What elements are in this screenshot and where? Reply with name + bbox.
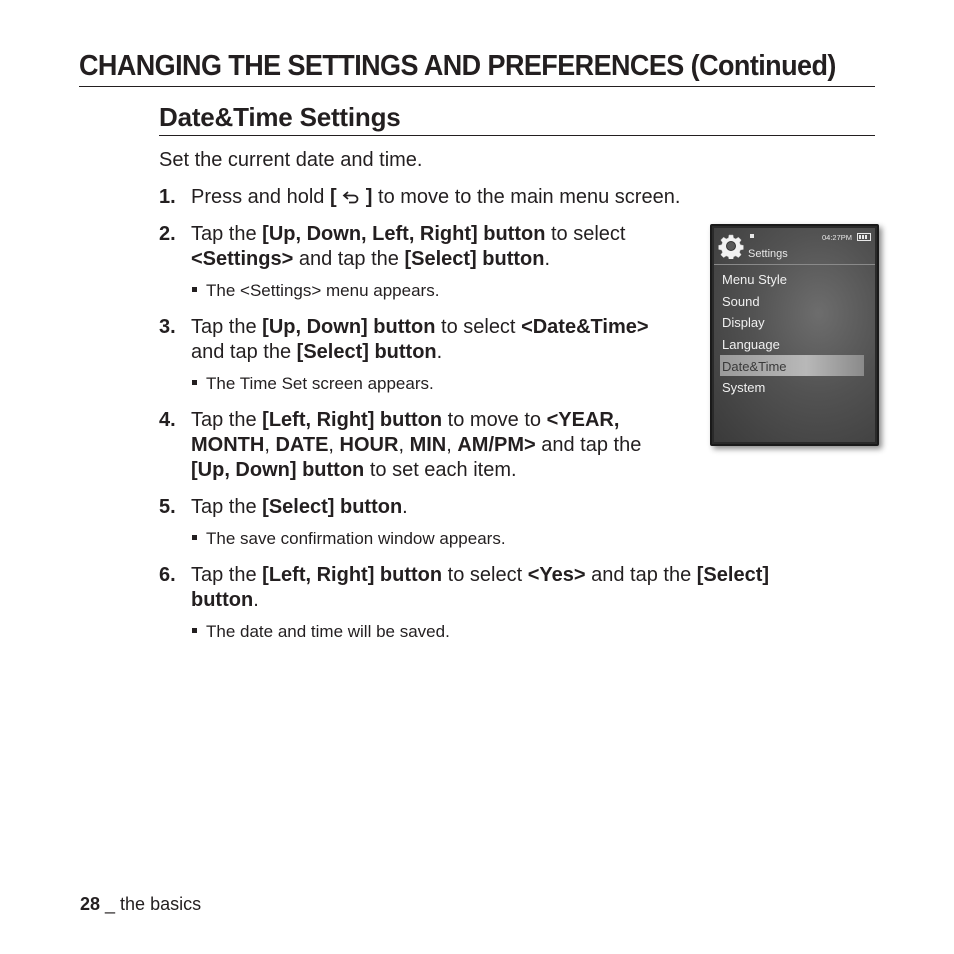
clock: 04:27PM: [822, 233, 853, 242]
note-text: The date and time will be saved.: [206, 622, 450, 641]
step-2: [159, 222, 699, 272]
step-5: [159, 495, 759, 520]
menu-item-system[interactable]: System: [722, 380, 766, 395]
step-5-note: [192, 529, 506, 549]
button-reference: [Up, Down] button: [262, 316, 436, 338]
step-number: 5.: [159, 496, 176, 518]
bullet-square: [192, 287, 197, 292]
step-text: [191, 222, 625, 272]
bracket-open: [: [329, 186, 337, 208]
screen-title: Settings: [748, 248, 788, 260]
step-text-part: .: [436, 341, 443, 363]
item-reference: AM/PM>: [457, 434, 536, 456]
page-number: 28: [80, 894, 101, 914]
step-1: [159, 185, 859, 210]
item-reference: <YEAR,: [546, 409, 620, 431]
bullet-square: [192, 628, 197, 633]
menu-item-menu-style[interactable]: Menu Style: [722, 272, 788, 287]
step-text-part: .: [253, 589, 259, 611]
step-text-part: to move to the main menu screen.: [372, 186, 681, 208]
page-footer: [80, 894, 201, 915]
step-number: 3.: [159, 316, 176, 338]
button-reference: [Up, Down] button: [191, 459, 365, 481]
note-text: The Time Set screen appears.: [206, 374, 434, 393]
bracket-close: ]: [365, 186, 373, 208]
device-screen: [714, 228, 875, 442]
separator: ,: [264, 434, 276, 456]
step-text: [191, 185, 680, 210]
screen-header: [714, 228, 875, 265]
step-3-note: [192, 374, 434, 394]
menu-item-language[interactable]: Language: [722, 337, 780, 352]
step-text-part: Tap the: [191, 496, 263, 518]
button-reference: [Select] button: [296, 341, 437, 363]
footer-text: _ the basics: [100, 894, 202, 914]
step-text-part: to move to: [442, 409, 547, 431]
bullet-square: [192, 380, 197, 385]
note-text: The save confirmation window appears.: [206, 529, 506, 548]
separator: ,: [446, 434, 458, 456]
menu-item-sound[interactable]: Sound: [722, 294, 760, 309]
step-4: [159, 408, 699, 483]
step-number: 1.: [159, 186, 176, 208]
step-text-part: and tap the: [191, 341, 297, 363]
menu-item-display[interactable]: Display: [722, 315, 765, 330]
step-number: 4.: [159, 409, 176, 431]
step-text: [191, 495, 408, 520]
bullet-square: [192, 535, 197, 540]
device-screenshot: [710, 224, 879, 446]
step-text-part: .: [544, 248, 551, 270]
step-text: [191, 408, 641, 483]
step-3: [159, 315, 704, 365]
step-text-part: Tap the: [191, 316, 263, 338]
step-text-part: and tap the: [585, 564, 697, 586]
step-text-part: Tap the: [191, 223, 263, 245]
gear-icon: [718, 233, 744, 259]
step-text-part: to select: [435, 316, 522, 338]
item-reference: MIN: [409, 434, 447, 456]
separator: ,: [398, 434, 410, 456]
step-text-part: .: [402, 496, 408, 518]
button-reference: [Up, Down, Left, Right] button: [262, 223, 546, 245]
menu-reference: <Yes>: [527, 564, 586, 586]
menu-item-date-time[interactable]: Date&Time: [722, 359, 787, 374]
note-text: The <Settings> menu appears.: [206, 281, 440, 300]
section-title: Date&Time Settings: [159, 102, 401, 132]
item-reference: MONTH: [191, 434, 265, 456]
button-reference: [Select]: [696, 564, 770, 586]
step-text-part: Press and hold: [191, 186, 330, 208]
step-text-part: to select: [442, 564, 528, 586]
status-indicator: [750, 234, 754, 238]
section-rule: [159, 135, 875, 136]
button-reference: [Left, Right] button: [262, 564, 443, 586]
button-reference: [Select] button: [404, 248, 545, 270]
step-text-part: Tap the: [191, 564, 263, 586]
step-number: 2.: [159, 223, 176, 245]
menu-reference: <Date&Time>: [521, 316, 649, 338]
item-reference: DATE: [275, 434, 329, 456]
button-reference: button: [191, 589, 254, 611]
separator: ,: [328, 434, 340, 456]
step-text-part: Tap the: [191, 409, 263, 431]
step-text-part: to select: [545, 223, 626, 245]
button-reference: [Left, Right] button: [262, 409, 443, 431]
step-6: [159, 563, 859, 613]
battery-icon: [857, 233, 871, 241]
step-text: [191, 563, 769, 613]
step-2-note: [192, 281, 439, 301]
item-reference: HOUR: [339, 434, 399, 456]
step-text-part: and tap the: [535, 434, 642, 456]
page-title: CHANGING THE SETTINGS AND PREFERENCES (Continued): [79, 50, 836, 82]
step-text: [191, 315, 649, 365]
step-text-part: to set each item.: [364, 459, 517, 481]
step-text-part: and tap the: [293, 248, 405, 270]
menu-reference: <Settings>: [191, 248, 294, 270]
section-intro: Set the current date and time.: [159, 149, 423, 171]
button-reference: [Select] button: [262, 496, 403, 518]
step-number: 6.: [159, 564, 176, 586]
title-rule: [79, 86, 875, 87]
step-6-note: [192, 622, 450, 642]
back-arrow-icon: [342, 189, 360, 205]
